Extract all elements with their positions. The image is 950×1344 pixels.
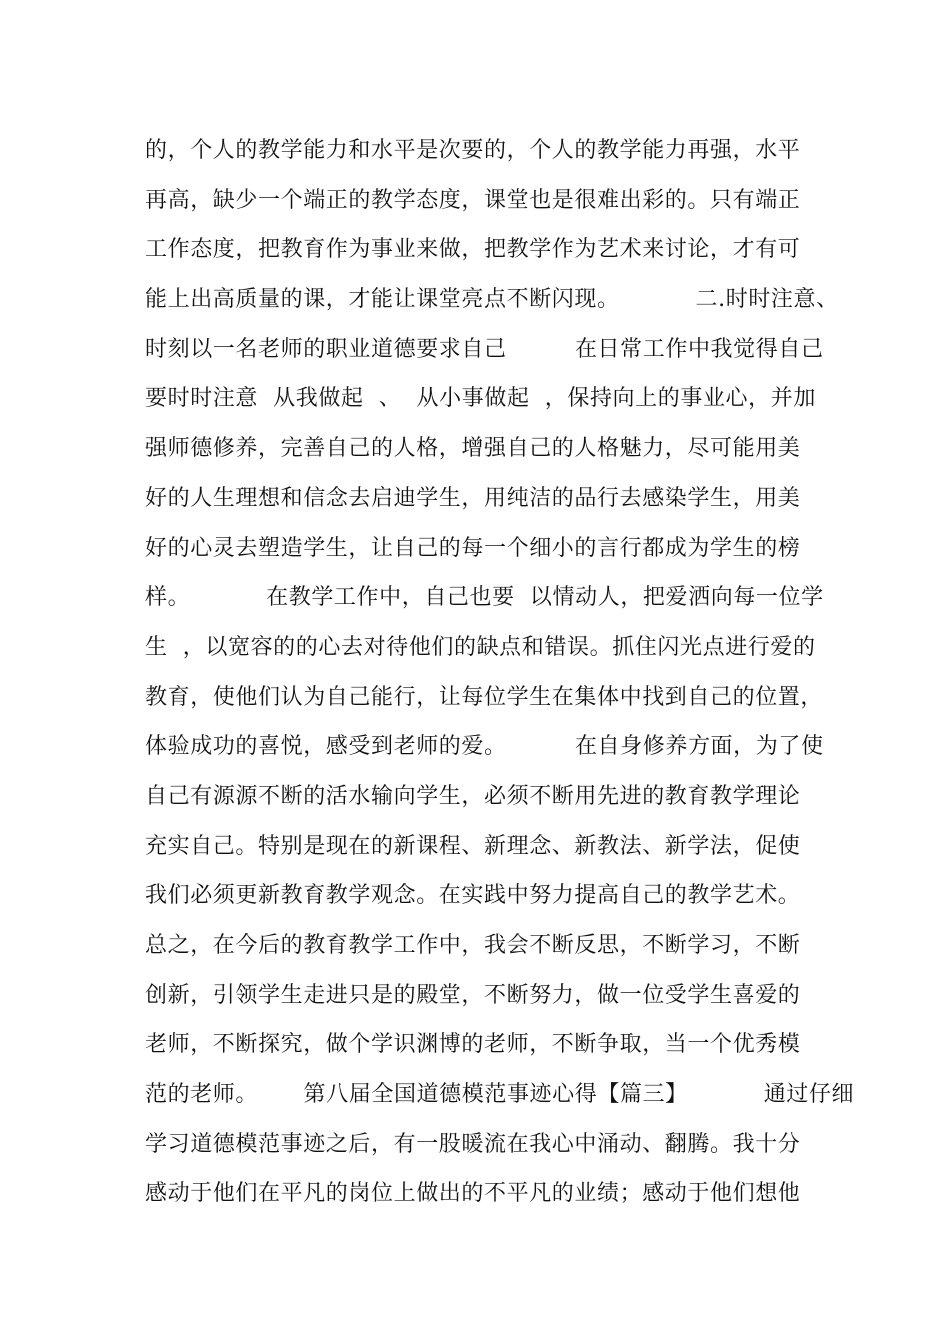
text-line: 好的心灵去塑造学生，让自己的每一个细小的言行都成为学生的榜: [145, 535, 801, 561]
text-line: 学习道德模范事迹之后，有一股暖流在我心中涌动、翻腾。我十分: [145, 1131, 801, 1157]
text-line: 自己有源源不断的活水输向学生，必须不断用先进的教育教学理论: [145, 783, 801, 809]
text-line: 要时时注意 从我做起 、 从小事做起 ，保持向上的事业心，并加: [145, 386, 816, 412]
text-line: 我们必须更新教育教学观念。在实践中努力提高自己的教学艺术。: [145, 883, 801, 909]
body-text: [145, 126, 855, 1219]
text-line: 感动于他们在平凡的岗位上做出的不平凡的业绩；感动于他们想他: [145, 1181, 801, 1207]
text-line: 充实自己。特别是现在的新课程、新理念、新教法、新学法，促使: [145, 833, 801, 859]
text-line: 工作态度，把教育作为事业来做，把教学作为艺术来讨论，才有可: [145, 237, 801, 263]
text-line: 体验成功的喜悦，感受到老师的爱。 在自身修养方面，为了使: [145, 734, 824, 760]
text-line: 创新，引领学生走进只是的殿堂，不断努力，做一位受学生喜爱的: [145, 982, 801, 1008]
text-line: 总之，在今后的教育教学工作中，我会不断反思，不断学习，不断: [145, 933, 801, 958]
text-line: 强师德修养，完善自己的人格，增强自己的人格魅力，尽可能用美: [145, 436, 801, 462]
text-line: 老师，不断探究，做个学识渊博的老师，不断争取，当一个优秀模: [145, 1032, 801, 1058]
text-line: 再高，缺少一个端正的教学态度，课堂也是很难出彩的。只有端正: [145, 187, 801, 213]
text-line: 能上出高质量的课，才能让课堂亮点不断闪现。 二.时时注意、: [145, 287, 839, 313]
text-line: 生 ，以宽容的的心去对待他们的缺点和错误。抓住闪光点进行爱的: [145, 634, 816, 660]
text-line: 教育，使他们认为自己能行，让每位学生在集体中找到自己的位置，: [145, 684, 824, 710]
text-line: 好的人生理想和信念去启迪学生，用纯洁的品行去感染学生，用美: [145, 485, 801, 511]
text-line: 的，个人的教学能力和水平是次要的，个人的教学能力再强，水平: [145, 138, 801, 163]
text-line: 时刻以一名老师的职业道德要求自己 在日常工作中我觉得自己: [145, 336, 824, 362]
text-line: 样。 在教学工作中，自己也要 以情动人，把爱洒向每一位学: [145, 585, 824, 611]
text-line: 范的老师。 第八届全国道德模范事迹心得【篇三】 通过仔细: [145, 1082, 855, 1108]
